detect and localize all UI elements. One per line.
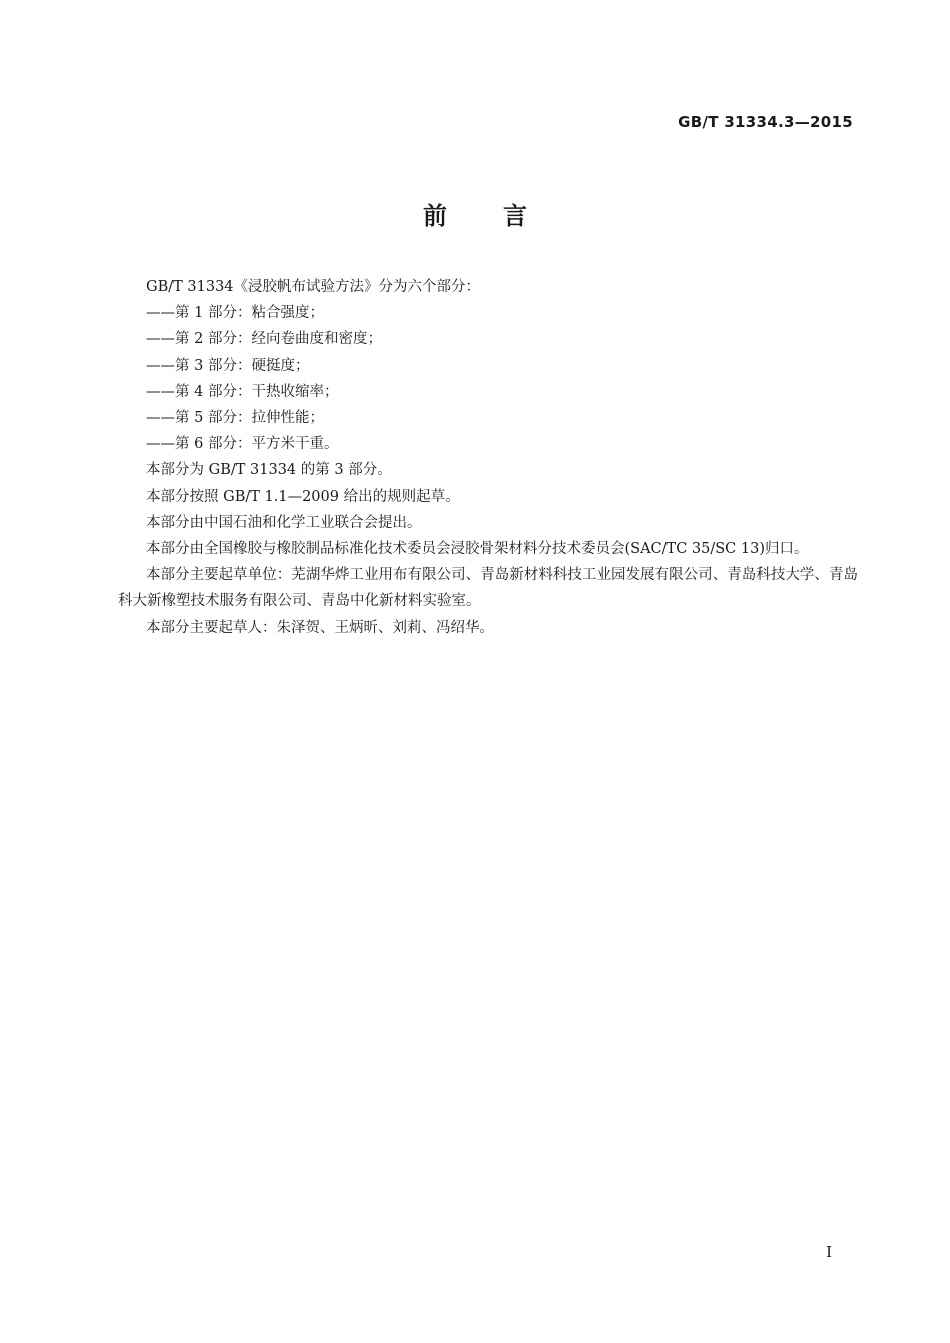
part-list-item: ——第 6 部分：平方米干重。 bbox=[146, 436, 339, 453]
page-number: I bbox=[826, 1243, 832, 1261]
part-list-item: ——第 2 部分：经向卷曲度和密度； bbox=[146, 331, 382, 348]
intro-paragraph: GB/T 31334《浸胶帆布试验方法》分为六个部分： bbox=[146, 279, 481, 295]
drafting-rules-paragraph: 本部分按照 GB/T 1.1—2009 给出的规则起草。 bbox=[146, 488, 460, 505]
proposer-paragraph: 本部分由中国石油和化学工业联合会提出。 bbox=[146, 514, 422, 531]
foreword-body bbox=[118, 274, 858, 641]
part-list-item: ——第 5 部分：拉伸性能； bbox=[146, 410, 324, 427]
part-list-item: ——第 4 部分：干热收缩率； bbox=[146, 383, 339, 400]
part-list-item: ——第 1 部分：粘合强度； bbox=[146, 305, 324, 322]
drafters-paragraph: 本部分主要起草人：朱泽贺、王炳昕、刘莉、冯绍华。 bbox=[146, 619, 494, 636]
committee-paragraph: 本部分由全国橡胶与橡胶制品标准化技术委员会浸胶骨架材料分技术委员会(SAC/TC 35/SC 13)归口。 bbox=[146, 541, 809, 558]
standard-number: GB/T 31334.3—2015 bbox=[678, 113, 853, 131]
page-title: 前言 bbox=[423, 202, 583, 230]
drafting-units-paragraph: 本部分主要起草单位：芜湖华烨工业用布有限公司、青岛新材料科技工业园发展有限公司、青岛科技大学、青岛科大新橡塑技术服务有限公司、青岛中化新材料实验室。 bbox=[118, 567, 858, 610]
part-list-item: ——第 3 部分：硬挺度； bbox=[146, 357, 310, 374]
part-statement-paragraph: 本部分为 GB/T 31334 的第 3 部分。 bbox=[146, 462, 392, 479]
